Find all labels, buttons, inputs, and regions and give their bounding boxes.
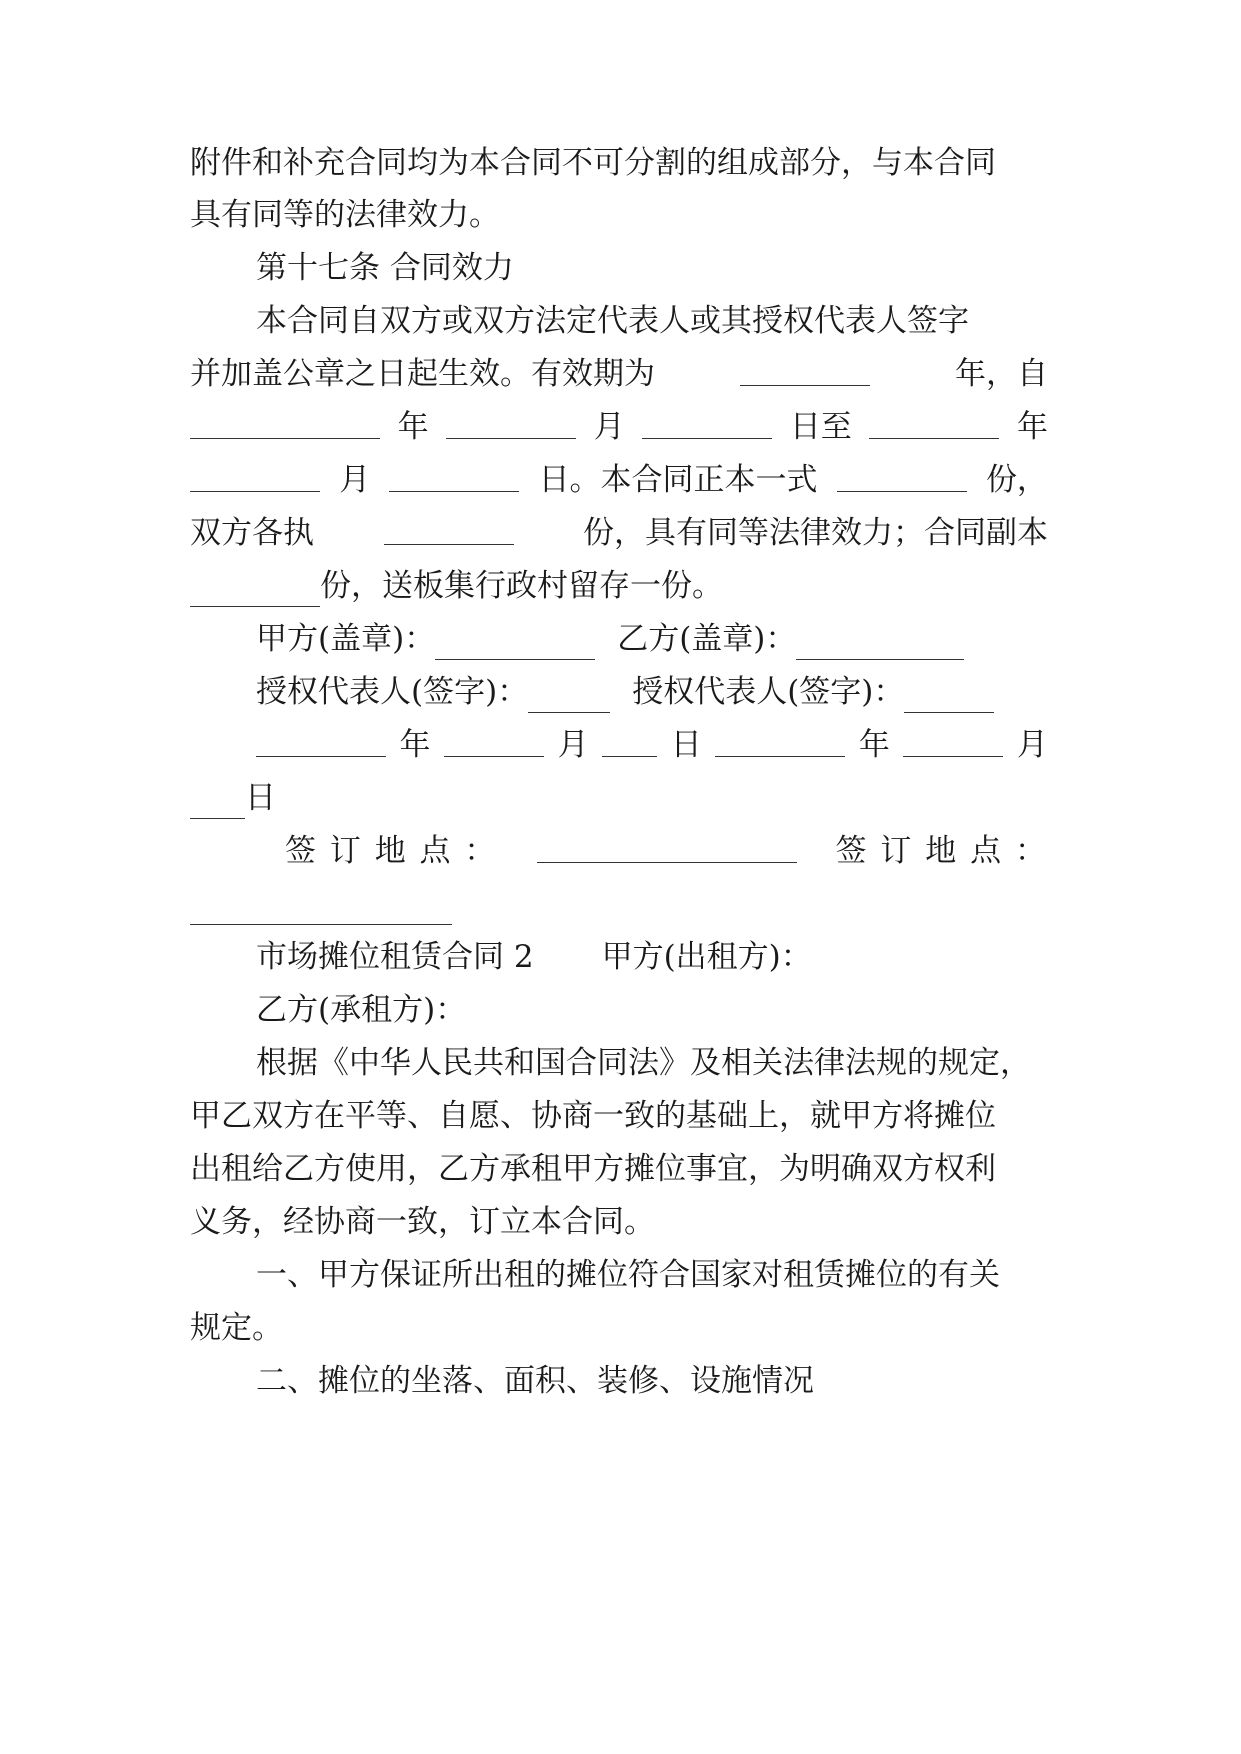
blank-field[interactable] bbox=[444, 724, 544, 757]
seal-line: 甲方(盖章)： 乙方(盖章)： bbox=[256, 618, 1048, 660]
contract-2-heading: 市场摊位租赁合同 2 甲方(出租方)： bbox=[256, 939, 812, 975]
sign-place-field-b[interactable] bbox=[190, 892, 452, 925]
blank-field[interactable] bbox=[190, 786, 245, 819]
text-line: 一、甲方保证所出租的摊位符合国家对租赁摊位的有关 bbox=[256, 1257, 1000, 1293]
text-line: 义务，经协商一致，订立本合同。 bbox=[190, 1204, 655, 1240]
text-line: 具有同等的法律效力。 bbox=[190, 197, 500, 233]
blank-field[interactable] bbox=[384, 512, 514, 545]
blank-field[interactable] bbox=[190, 574, 320, 607]
party-b-rep-field[interactable] bbox=[904, 680, 994, 713]
blank-field[interactable] bbox=[190, 459, 320, 492]
blank-field[interactable] bbox=[740, 353, 870, 386]
lessee-line: 乙方(承租方)： bbox=[256, 992, 467, 1028]
date-line: 年 月 日至 年 bbox=[190, 406, 1048, 448]
sign-place-field-a[interactable] bbox=[537, 830, 797, 863]
blank-field[interactable] bbox=[869, 406, 999, 439]
blank-field[interactable] bbox=[903, 724, 1003, 757]
blank-field[interactable] bbox=[715, 724, 845, 757]
text-line: 出租给乙方使用，乙方承租甲方摊位事宜，为明确双方权利 bbox=[190, 1151, 996, 1187]
party-a-seal-field[interactable] bbox=[435, 627, 595, 660]
date-line: 年 月 日 年 月 bbox=[256, 724, 1048, 766]
sign-place-line bbox=[190, 883, 1048, 925]
sign-place-line: 签 订 地 点 ： 签 订 地 点 ： bbox=[285, 830, 1048, 872]
text-line: 规定。 bbox=[190, 1310, 283, 1346]
signature-line: 授权代表人(签字)： 授权代表人(签字)： bbox=[256, 671, 1048, 713]
blank-field[interactable] bbox=[256, 724, 386, 757]
text-line: 本合同自双方或双方法定代表人或其授权代表人签字 bbox=[256, 303, 969, 339]
text-line: 甲乙双方在平等、自愿、协商一致的基础上，就甲方将摊位 bbox=[190, 1098, 996, 1134]
party-b-seal-field[interactable] bbox=[796, 627, 964, 660]
text-line: 份，送板集行政村留存一份。 bbox=[190, 565, 1048, 607]
text-line: 月 日。本合同正本一式 份， bbox=[190, 459, 1048, 501]
blank-field[interactable] bbox=[190, 406, 380, 439]
text-line: 根据《中华人民共和国合同法》及相关法律法规的规定， bbox=[256, 1045, 1031, 1081]
blank-field[interactable] bbox=[446, 406, 576, 439]
date-line: 日 bbox=[190, 777, 1048, 819]
text-line: 并加盖公章之日起生效。有效期为 年，自 bbox=[190, 353, 1048, 395]
party-a-rep-field[interactable] bbox=[528, 680, 610, 713]
text-line: 二、摊位的坐落、面积、装修、设施情况 bbox=[256, 1363, 814, 1399]
text-line: 双方各执 份，具有同等法律效力；合同副本 bbox=[190, 512, 1048, 554]
blank-field[interactable] bbox=[389, 459, 519, 492]
article-17-heading: 第十七条 合同效力 bbox=[256, 250, 514, 286]
blank-field[interactable] bbox=[642, 406, 772, 439]
blank-field[interactable] bbox=[602, 724, 657, 757]
text-line: 附件和补充合同均为本合同不可分割的组成部分，与本合同 bbox=[190, 145, 996, 181]
blank-field[interactable] bbox=[837, 459, 967, 492]
